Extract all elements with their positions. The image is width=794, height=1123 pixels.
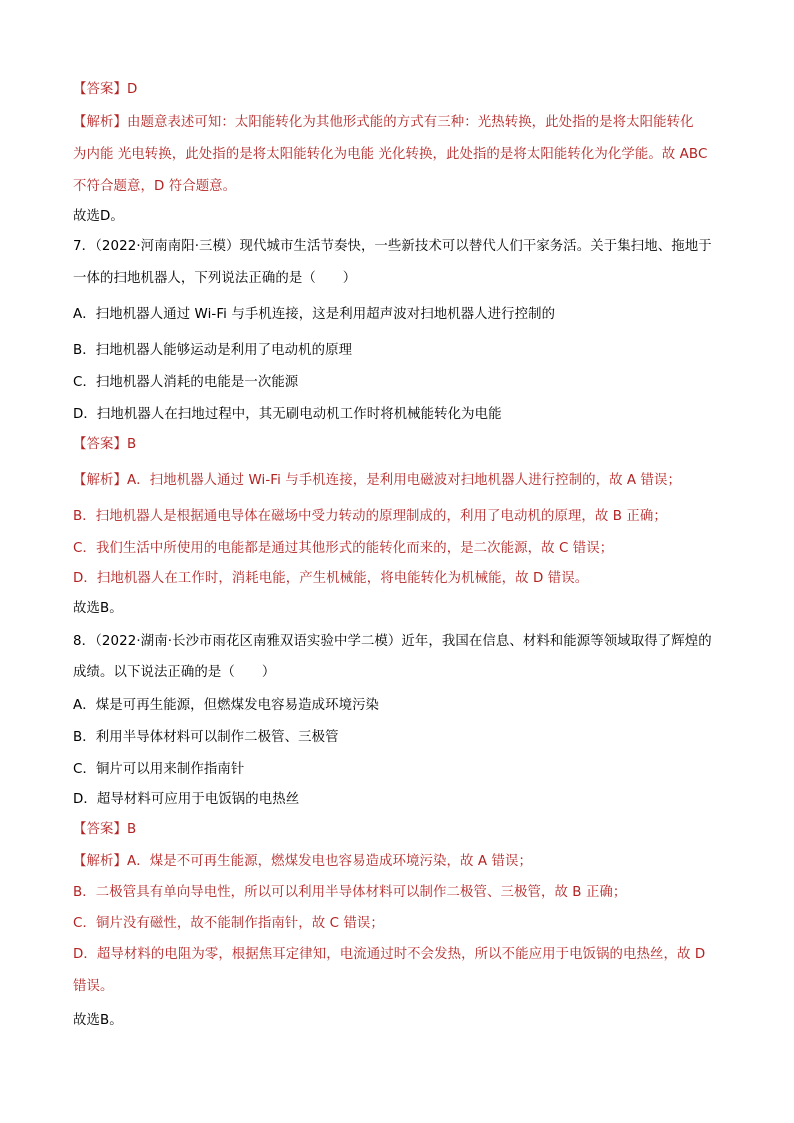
- analysis-tag: 【解析】: [73, 473, 127, 488]
- analysis-line-8-d: D．超导材料的电阻为零，根据焦耳定律知，电流通过时不会发热，所以不能应用于电饭锅的电热丝，故 D: [73, 947, 706, 962]
- conclusion-6: 故选D。: [73, 209, 124, 224]
- question-7-option-d: D．扫地机器人在扫地过程中，其无刷电动机工作时将机械能转化为电能: [73, 407, 502, 422]
- question-8-option-b: B．利用半导体材料可以制作二极管、三极管: [73, 730, 339, 745]
- conclusion-8: 故选B。: [73, 1013, 123, 1028]
- question-8-option-a: A．煤是可再生能源，但燃煤发电容易造成环境污染: [73, 698, 380, 713]
- analysis-line-7-a: 【解析】A．扫地机器人通过 Wi-Fi 与手机连接，是利用电磁波对扫地机器人进行控制的，故 A 错误；: [73, 473, 682, 488]
- analysis-line-8-c: C．铜片没有磁性，故不能制作指南针，故 C 错误；: [73, 916, 384, 931]
- question-7-option-c: C．扫地机器人消耗的电能是一次能源: [73, 375, 299, 390]
- answer-value: B: [126, 437, 137, 452]
- answer-tag: 【答案】: [73, 822, 127, 837]
- question-8-option-d: D．超导材料可应用于电饭锅的电热丝: [73, 792, 300, 807]
- analysis-line-7-d: D．扫地机器人在工作时，消耗电能，产生机械能，将电能转化为机械能，故 D 错误。: [73, 571, 589, 586]
- conclusion-7: 故选B。: [73, 601, 123, 616]
- analysis-line-8-e: 错误。: [73, 979, 114, 994]
- answer-line-8: [73, 821, 733, 839]
- question-8-option-c: C．铜片可以用来制作指南针: [73, 762, 245, 777]
- answer-value: B: [126, 822, 137, 837]
- question-8-stem-1: 8．（2022·湖南·长沙市雨花区南雅双语实验中学二模）近年，我国在信息、材料和能源等领域取得了辉煌的: [73, 634, 712, 649]
- question-7-option-a: A．扫地机器人通过 Wi-Fi 与手机连接，这是利用超声波对扫地机器人进行控制的: [73, 307, 556, 322]
- analysis-line-7-b: B．扫地机器人是根据通电导体在磁场中受力转动的原理制成的，利用了电动机的原理，故 B 正确；: [73, 509, 667, 524]
- analysis-line-6-3: 不符合题意，D 符合题意。: [73, 179, 237, 194]
- analysis-line-8-a: 【解析】A．煤是不可再生能源，燃煤发电也容易造成环境污染，故 A 错误；: [73, 854, 532, 869]
- analysis-line-7-c: C．我们生活中所使用的电能都是通过其他形式的能转化而来的，是二次能源，故 C 错误；: [73, 541, 614, 556]
- analysis-tag: 【解析】: [73, 115, 127, 130]
- question-7-option-b: B．扫地机器人能够运动是利用了电动机的原理: [73, 343, 353, 358]
- answer-line-7: [73, 436, 733, 454]
- analysis-tag: 【解析】: [73, 854, 127, 869]
- answer-value: D: [126, 82, 138, 97]
- analysis-line-6-1: 【解析】由题意表述可知：太阳能转化为其他形式能的方式有三种：光热转换，此处指的是将太阳能转化: [73, 115, 694, 130]
- answer-tag: 【答案】: [73, 82, 127, 97]
- question-7-stem-1: 7．（2022·河南南阳·三模）现代城市生活节奏快，一些新技术可以替代人们干家务活。关于集扫地、拖地于: [73, 239, 712, 254]
- analysis-line-6-2: 为内能 光电转换，此处指的是将太阳能转化为电能 光化转换，此处指的是将太阳能转化为化学能。故 ABC: [73, 147, 708, 162]
- analysis-line-8-b: B．二极管具有单向导电性，所以可以利用半导体材料可以制作二极管、三极管，故 B 正确；: [73, 885, 627, 900]
- question-7-stem-2: 一体的扫地机器人，下列说法正确的是（ ）: [73, 271, 357, 286]
- answer-tag: 【答案】: [73, 437, 127, 452]
- answer-line-6: [73, 81, 733, 99]
- question-8-stem-2: 成绩。以下说法正确的是（ ）: [73, 665, 276, 680]
